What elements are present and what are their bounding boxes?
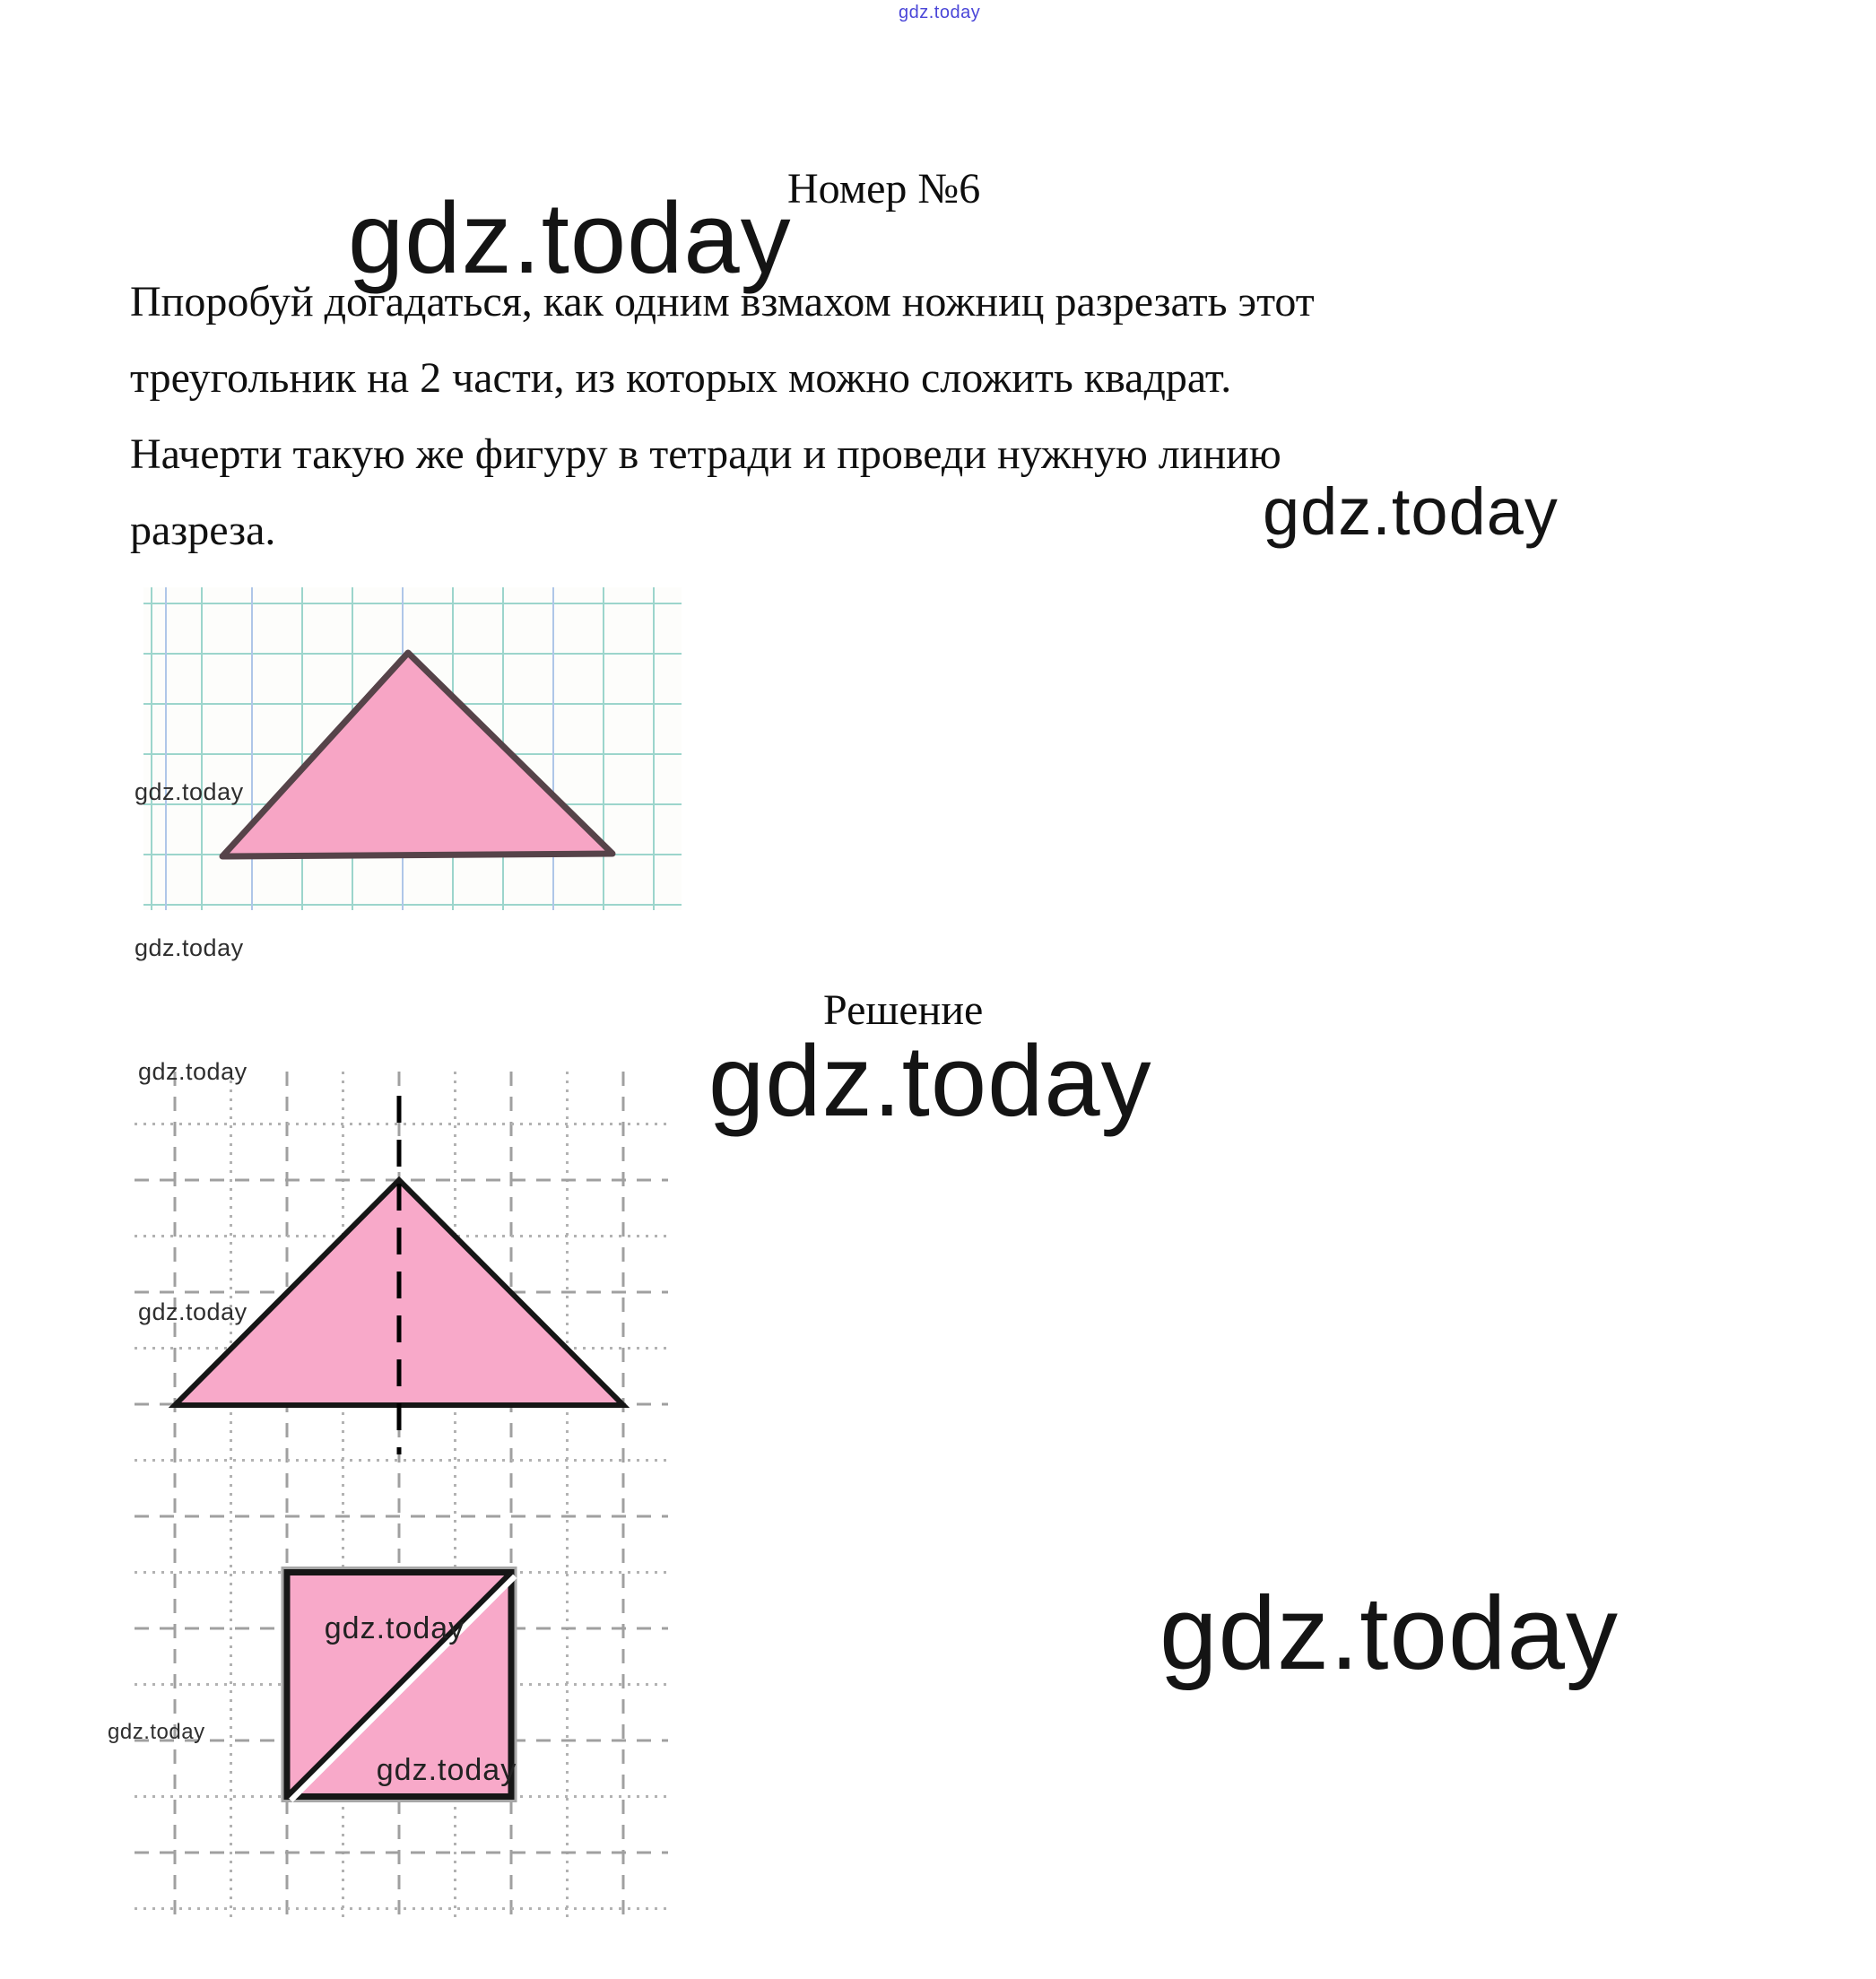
problem-triangle-shape [222,653,612,856]
problem-triangle-figure [143,587,682,910]
watermark-solution-large: gdz.today [708,1025,1152,1137]
site-watermark-top: gdz.today [899,3,981,22]
watermark-in-square-bottom: gdz.today [376,1753,517,1787]
problem-figure-grid [143,587,682,910]
watermark-in-square-top: gdz.today [324,1611,465,1645]
problem-text-line-3: Начерти такую же фигуру в тетради и проведи нужную линию [130,430,1281,478]
watermark-right: gdz.today [1263,474,1559,549]
page-title: Номер №6 [787,165,981,213]
problem-text-line-4: разреза. [130,507,276,554]
watermark-small-4: gdz.today [138,1298,248,1325]
problem-text-line-1: Ппоробуй догадаться, как одним взмахом ножниц разрезать этот [130,278,1315,325]
watermark-problem-large: gdz.today [348,182,792,294]
watermark-small-3: gdz.today [138,1058,248,1085]
solution-heading: Решение [823,986,984,1034]
watermark-small-5: gdz.today [108,1720,205,1744]
watermark-bottom-right: gdz.today [1159,1575,1620,1691]
watermark-small-2: gdz.today [135,934,244,961]
watermark-small-1: gdz.today [135,778,244,805]
solution-figure [135,1072,668,1923]
problem-text-line-2: треугольник на 2 части, из которых можно сложить квадрат. [130,354,1232,402]
